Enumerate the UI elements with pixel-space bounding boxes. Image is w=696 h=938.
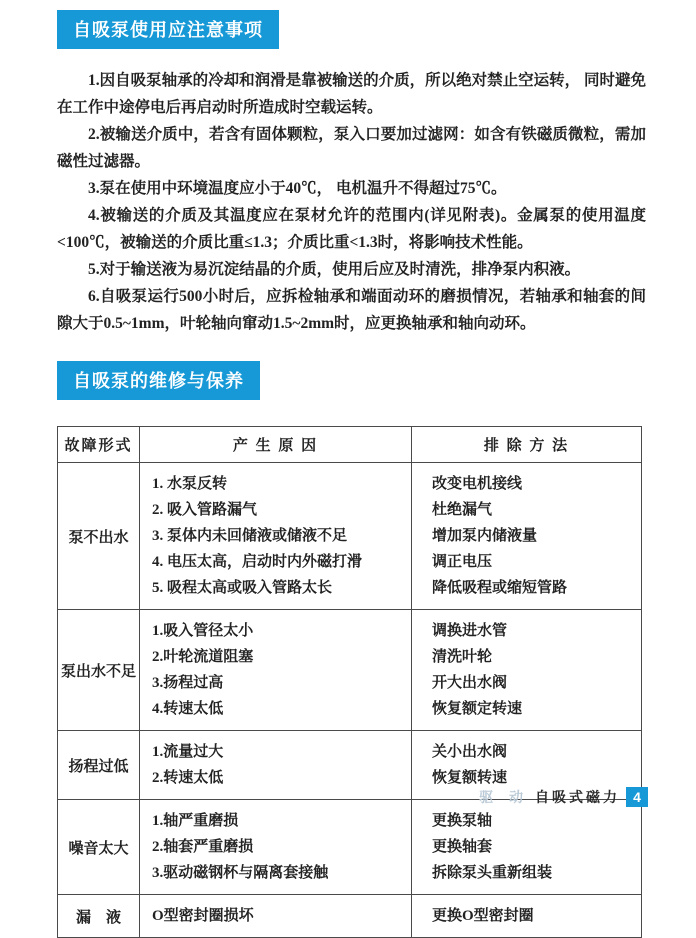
cause-line: O型密封圈损坏 [152, 908, 254, 924]
remedy-line: 改变电机接线 [432, 476, 523, 492]
cause-line: 2.轴套严重磨损 [152, 839, 254, 855]
footer-logo: 驱 动 [479, 789, 529, 805]
cause-line: 4. 电压太高，启动时内外磁打滑 [152, 554, 363, 570]
usage-note-3: 3.泵在使用中环境温度应小于40℃， 电机温升不得超过75℃。 [88, 180, 507, 197]
usage-notes-paragraphs [0, 49, 696, 337]
section-title-maintenance: 自吸泵的维修与保养 [57, 361, 260, 400]
fault-table-body [58, 463, 642, 938]
usage-note-6: 6.自吸泵运行500小时后，应拆检轴承和端面动环的磨损情况，若轴承和轴套的间隙大于0.5~1mm，叶轮轴向窜动1.5~2mm时，应更换轴承和轴向动环。 [57, 288, 646, 332]
cause-line: 3.驱动磁钢杯与隔离套接触 [152, 865, 329, 881]
fault-type-cell: 漏 液 [58, 895, 140, 938]
remedies-cell [412, 895, 642, 938]
section-title-usage-notes: 自吸泵使用应注意事项 [57, 10, 279, 49]
causes-cell [140, 610, 412, 731]
fault-type-cell: 扬程过低 [58, 731, 140, 800]
remedies-cell [412, 610, 642, 731]
header-cause: 产 生 原 因 [140, 427, 412, 463]
remedy-line: 更换O型密封圈 [432, 908, 534, 924]
fault-type-cell: 泵不出水 [58, 463, 140, 610]
remedy-line: 开大出水阀 [432, 675, 508, 691]
fault-type-cell: 噪音太大 [58, 800, 140, 895]
remedy-line: 调正电压 [432, 554, 493, 570]
table-row [58, 463, 642, 610]
remedies-cell [412, 463, 642, 610]
cause-line: 2. 吸入管路漏气 [152, 502, 258, 518]
cause-line: 1.轴严重磨损 [152, 813, 239, 829]
remedy-line: 降低吸程或缩短管路 [432, 580, 568, 596]
causes-cell [140, 800, 412, 895]
remedy-line: 更换泵轴 [432, 813, 493, 829]
cause-line: 4.转速太低 [152, 701, 224, 717]
remedy-line: 恢复额定转速 [432, 701, 523, 717]
table-row [58, 895, 642, 938]
cause-line: 3. 泵体内未回储液或储液不足 [152, 528, 348, 544]
table-row [58, 800, 642, 895]
cause-line: 2.转速太低 [152, 770, 224, 786]
usage-note-2: 2.被输送介质中，若含有固体颗粒，泵入口要加过滤网：如含有铁磁质微粒，需加磁性过滤器。 [57, 126, 646, 170]
fault-table-container [0, 400, 696, 938]
causes-cell [140, 895, 412, 938]
remedy-line: 调换进水管 [432, 623, 508, 639]
header-fault-type: 故障形式 [58, 427, 140, 463]
remedy-line: 更换轴套 [432, 839, 493, 855]
remedies-cell [412, 800, 642, 895]
cause-line: 1.吸入管径太小 [152, 623, 254, 639]
causes-cell [140, 731, 412, 800]
usage-note-4: 4.被输送的介质及其温度应在泵材允许的范围内(详见附表)。金属泵的使用温度<100℃，被输送的介质比重≤1.3；介质比重<1.3时，将影响技术性能。 [57, 207, 646, 251]
remedy-line: 杜绝漏气 [432, 502, 493, 518]
cause-line: 3.扬程过高 [152, 675, 224, 691]
cause-line: 1.流量过大 [152, 744, 224, 760]
page-footer [479, 787, 648, 807]
cause-line: 2.叶轮流道阻塞 [152, 649, 254, 665]
cause-line: 5. 吸程太高或吸入管路太长 [152, 580, 333, 596]
table-row [58, 610, 642, 731]
table-header-row [58, 427, 642, 463]
remedy-line: 恢复额转速 [432, 770, 508, 786]
fault-type-cell: 泵出水不足 [58, 610, 140, 731]
page-number-badge: 4 [626, 787, 648, 807]
fault-table [57, 426, 642, 938]
remedy-line: 清洗叶轮 [432, 649, 493, 665]
remedy-line: 拆除泵头重新组装 [432, 865, 553, 881]
usage-note-5: 5.对于输送液为易沉淀结晶的介质，使用后应及时清洗，排净泵内积液。 [88, 261, 581, 278]
cause-line: 1. 水泵反转 [152, 476, 228, 492]
remedy-line: 增加泵内储液量 [432, 528, 538, 544]
footer-brand: 自吸式磁力 [535, 789, 620, 805]
causes-cell [140, 463, 412, 610]
header-remedy: 排 除 方 法 [412, 427, 642, 463]
usage-note-1: 1.因自吸泵轴承的冷却和润滑是靠被输送的介质，所以绝对禁止空运转， 同时避免在工作中途停电后再启动时所造成时空载运转。 [57, 72, 647, 116]
remedy-line: 关小出水阀 [432, 744, 508, 760]
